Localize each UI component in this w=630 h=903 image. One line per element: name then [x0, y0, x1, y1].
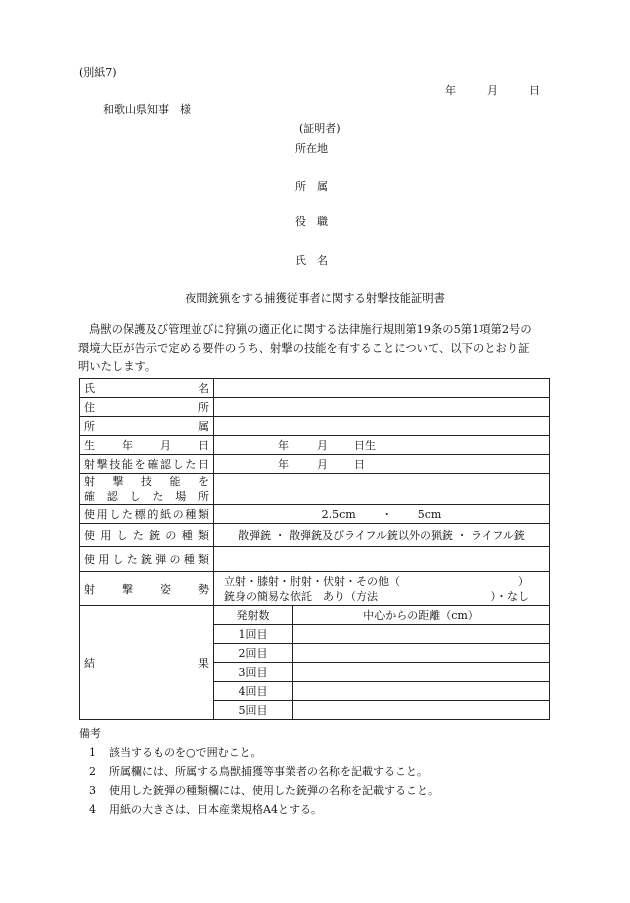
confirm-date-field[interactable]: 年 月 日 [214, 455, 550, 474]
distance-field[interactable] [293, 682, 550, 701]
shot-label: 3回目 [214, 663, 293, 682]
certifier-location: 所在地 [295, 142, 328, 155]
date-year: 年 [445, 84, 456, 97]
shot-label: 1回目 [214, 625, 293, 644]
row-result-header: 結 果 発射数 中心からの距離（cm） [80, 606, 550, 625]
list-item: 1 該当するものを○で囲むこと。 [89, 746, 262, 759]
list-item: 3 使用した銃弾の種類欄には、使用した銃弾の名称を記載すること。 [89, 784, 439, 797]
attachment-label: (別紙7) [79, 66, 117, 79]
distance-field[interactable] [293, 644, 550, 663]
body-line-3: 明いたします。 [78, 360, 157, 373]
distance-field[interactable] [293, 663, 550, 682]
notes-section [79, 724, 439, 819]
addressee: 和歌山県知事 様 [103, 103, 191, 116]
date-month: 月 [487, 84, 498, 97]
list-item: 2 所属欄には、所属する鳥獣捕獲等事業者の名称を記載すること。 [89, 765, 428, 778]
row-ammo-type: 使用した銃弾の種類 [80, 547, 550, 572]
body-line-1: 鳥獣の保護及び管理並びに狩猟の適正化に関する法律施行規則第19条の5第1項第2号の [89, 323, 532, 336]
document-title: 夜間銃猟をする捕獲従事者に関する射撃技能証明書 [185, 292, 445, 305]
body-line-2: 環境大臣が告示で定める要件のうち、射撃の技能を有することについて、以下のとおり証 [78, 341, 530, 355]
row-gun-type: 使用した銃の種類 散弾銃 ・ 散弾銃及びライフル銃以外の猟銃 ・ ライフル銃 [80, 524, 550, 547]
certifier-position: 役 職 [295, 215, 328, 228]
row-name: 氏 名 [80, 379, 550, 398]
distance-field[interactable] [293, 625, 550, 644]
shot-label: 4回目 [214, 682, 293, 701]
row-target-type: 使用した標的紙の種類 2.5cm ・ 5cm [80, 505, 550, 524]
distance-header: 中心からの距離（cm） [293, 606, 550, 625]
gun-type-field[interactable]: 散弾銃 ・ 散弾銃及びライフル銃以外の猟銃 ・ ライフル銃 [214, 524, 550, 547]
birth-field[interactable]: 年 月 日生 [214, 436, 550, 455]
name-field[interactable] [214, 379, 550, 398]
ammo-type-field[interactable] [214, 547, 550, 572]
row-confirm-date: 射撃技能を確認した日 年 月 日 [80, 455, 550, 474]
shot-label: 5回目 [214, 701, 293, 720]
shots-header: 発射数 [214, 606, 293, 625]
posture-field[interactable]: 立射・膝射・肘射・伏射・その他（ ） 銃身の簡易な依託 あり（方法 ）・なし [214, 572, 550, 606]
certifier-affiliation: 所 属 [295, 180, 328, 193]
certificate-table [79, 378, 550, 720]
list-item: 4 用紙の大きさは、日本産業規格A4とする。 [89, 803, 322, 816]
row-affiliation: 所 属 [80, 417, 550, 436]
notes-heading: 備考 [79, 727, 101, 740]
body-paragraph [78, 321, 556, 377]
certifier-header: (証明者) [299, 122, 341, 135]
date-line [445, 84, 540, 98]
shot-label: 2回目 [214, 644, 293, 663]
confirm-place-field[interactable] [214, 474, 550, 505]
date-day: 日 [529, 84, 540, 97]
distance-field[interactable] [293, 701, 550, 720]
row-confirm-place: 射撃技能を 確認した場所 [80, 474, 550, 505]
row-birth: 生 年 月 日 年 月 日生 [80, 436, 550, 455]
row-posture: 射 撃 姿 勢 立射・膝射・肘射・伏射・その他（ ） 銃身の簡易な依託 あり（方法 ）・なし [80, 572, 550, 606]
row-address: 住 所 [80, 398, 550, 417]
target-type-field[interactable]: 2.5cm ・ 5cm [214, 505, 550, 524]
certifier-name: 氏 名 [295, 254, 328, 267]
address-field[interactable] [214, 398, 550, 417]
affiliation-field[interactable] [214, 417, 550, 436]
